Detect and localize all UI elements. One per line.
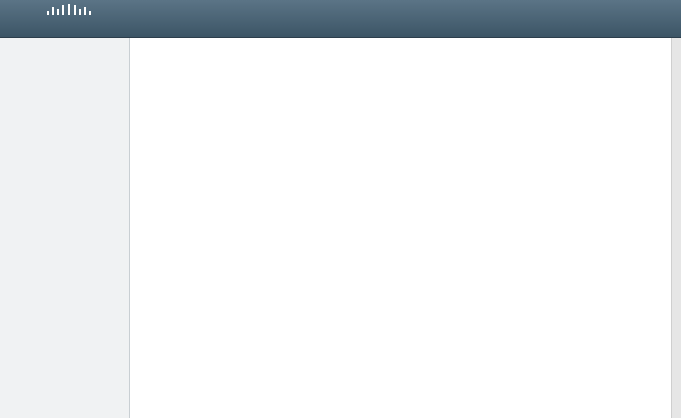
cisco-bars-icon <box>44 4 94 18</box>
log-content <box>131 38 671 418</box>
cisco-logo[interactable] <box>44 4 94 34</box>
top-bar <box>0 0 681 38</box>
main-nav <box>132 23 204 37</box>
sidebar <box>0 38 130 418</box>
vertical-scrollbar[interactable] <box>671 38 681 418</box>
